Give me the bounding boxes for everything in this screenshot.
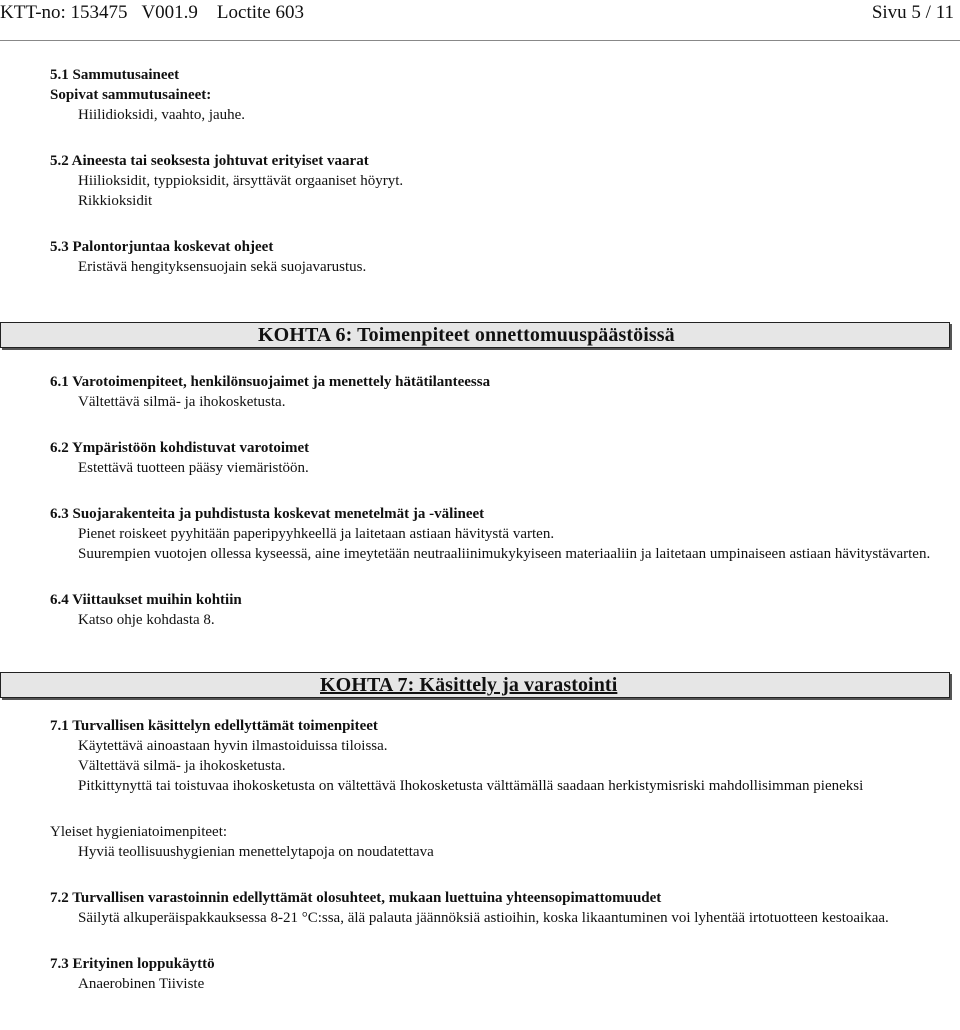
section-7-2 bbox=[50, 888, 950, 928]
section-7-3 bbox=[50, 954, 950, 994]
section-6-1-title: 6.1 Varotoimenpiteet, henkilönsuojaimet ja menettely hätätilanteessa bbox=[50, 374, 491, 390]
page-number: Sivu 5 / 11 bbox=[871, 2, 954, 23]
section-5-2-line1: Hiilioksidit, typpioksidit, ärsyttävät orgaaniset höyryt. bbox=[78, 173, 404, 189]
section-6-3-line2: Suurempien vuotojen ollessa kyseessä, aine imeytetään neutraaliinimukykyiseen materiaaliin ja laitetaan umpinaiseen astiaan hävitystävarten. bbox=[78, 546, 931, 562]
section-5-2-line2: Rikkioksidit bbox=[78, 193, 153, 209]
section-6-heading: KOHTA 6: Toimenpiteet onnettomuuspäästöissä bbox=[258, 324, 675, 346]
section-7-1-line1: Käytettävä ainoastaan hyvin ilmastoiduissa tiloissa. bbox=[78, 738, 388, 754]
hygiene-label: Yleiset hygieniatoimenpiteet: bbox=[50, 824, 228, 840]
section-5-3-title: 5.3 Palontorjuntaa koskevat ohjeet bbox=[50, 239, 274, 255]
hygiene-text: Hyviä teollisuushygienian menettelytapoja on noudatettava bbox=[78, 844, 434, 860]
section-5-1-subtitle: Sopivat sammutusaineet: bbox=[50, 87, 212, 103]
section-7-body bbox=[50, 716, 950, 994]
section-5-3 bbox=[50, 237, 950, 277]
section-7-2-text: Säilytä alkuperäispakkauksessa 8-21 °C:ssa, älä palauta jäännöksiä astioihin, koska likaantuminen voi lyhentää irtotuotteen kestoaikaa. bbox=[78, 910, 889, 926]
section-5-1 bbox=[50, 65, 950, 125]
section-6-3-line1: Pienet roiskeet pyyhitään paperipyyhkeellä ja laitetaan astiaan hävitystä varten. bbox=[78, 526, 555, 542]
section-5-2 bbox=[50, 151, 950, 211]
section-6-3 bbox=[50, 504, 950, 564]
section-5-1-text: Hiilidioksidi, vaahto, jauhe. bbox=[78, 107, 246, 123]
section-6-2 bbox=[50, 438, 950, 478]
section-5-1-title: 5.1 Sammutusaineet bbox=[50, 67, 180, 83]
section-7-1-title: 7.1 Turvallisen käsittelyn edellyttämät toimenpiteet bbox=[50, 718, 378, 734]
section-6-4-title: 6.4 Viittaukset muihin kohtiin bbox=[50, 592, 242, 608]
document-body bbox=[50, 65, 950, 277]
section-6-1 bbox=[50, 372, 950, 412]
section-7-2-title: 7.2 Turvallisen varastoinnin edellyttämät olosuhteet, mukaan luettuina yhteensopimattomuudet bbox=[50, 890, 662, 906]
section-7-1-line2: Vältettävä silmä- ja ihokosketusta. bbox=[78, 758, 286, 774]
section-7-3-text: Anaerobinen Tiiviste bbox=[78, 976, 205, 992]
section-6-2-title: 6.2 Ympäristöön kohdistuvat varotoimet bbox=[50, 440, 310, 456]
section-7-1 bbox=[50, 716, 950, 862]
section-6-4 bbox=[50, 590, 950, 630]
header-divider bbox=[0, 40, 960, 41]
section-6-1-text: Vältettävä silmä- ja ihokosketusta. bbox=[78, 394, 286, 410]
section-6-3-title: 6.3 Suojarakenteita ja puhdistusta koskevat menetelmät ja -välineet bbox=[50, 506, 485, 522]
section-5-2-title: 5.2 Aineesta tai seoksesta johtuvat erityiset vaarat bbox=[50, 153, 369, 169]
section-7-heading: KOHTA 7: Käsittely ja varastointi bbox=[320, 674, 618, 696]
document-id: KTT-no: 153475 V001.9 Loctite 603 bbox=[0, 2, 304, 23]
section-7-3-title: 7.3 Erityinen loppukäyttö bbox=[50, 956, 215, 972]
section-5-3-text: Eristävä hengityksensuojain sekä suojavarustus. bbox=[78, 259, 367, 275]
section-6-4-text: Katso ohje kohdasta 8. bbox=[78, 612, 215, 628]
section-7-1-line3: Pitkittynyttä tai toistuvaa ihokosketusta on vältettävä Ihokosketusta välttämällä saadaan herkistymisriski mahdollisimman pieneksi bbox=[78, 778, 864, 794]
section-6-body bbox=[50, 372, 950, 630]
section-6-2-text: Estettävä tuotteen pääsy viemäristöön. bbox=[78, 460, 309, 476]
